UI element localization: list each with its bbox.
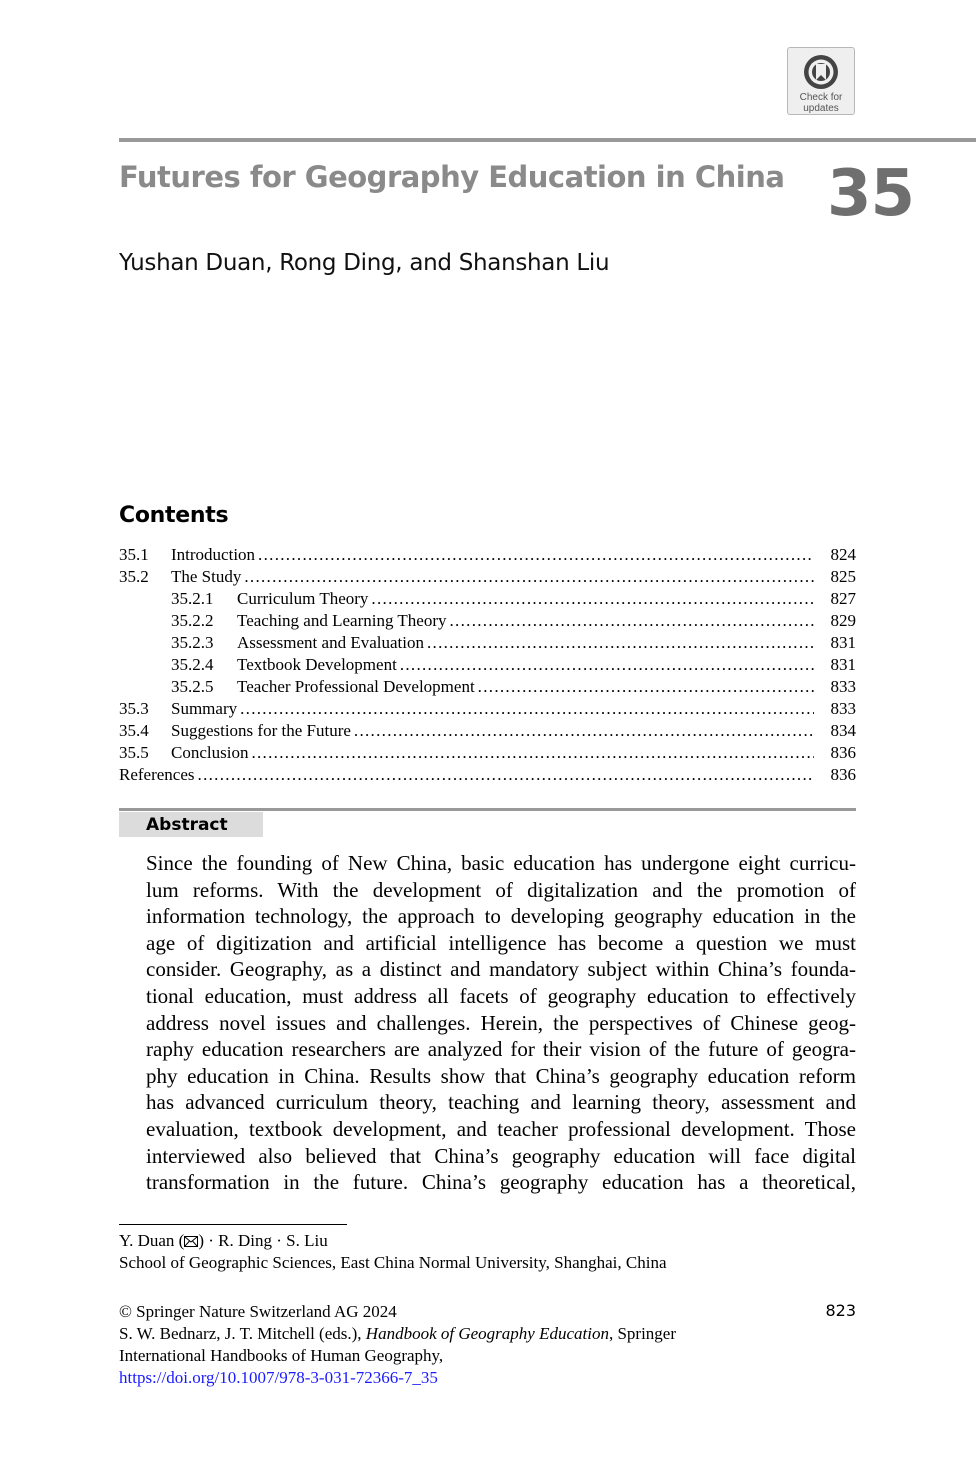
toc-entry-title: Conclusion <box>171 743 249 762</box>
check-for-updates-badge[interactable] <box>787 47 855 115</box>
badge-text-line1: Check for <box>799 92 843 103</box>
abstract-line: age of digitization and artificial intelligence has become a question we must <box>146 930 856 955</box>
toc-entry-page: 836 <box>830 743 856 762</box>
abstract-line: Since the founding of New China, basic education has undergone eight curricu- <box>146 851 856 875</box>
abstract-line: consider. Geography, as a distinct and mandatory subject within China’s founda- <box>146 957 856 982</box>
footnote-author-b: ) · R. Ding · S. Liu <box>198 1231 328 1250</box>
abstract-line: raphy education researchers are analyzed for their vision of the future of geogra- <box>146 1037 856 1062</box>
toc-entry-title: Introduction <box>171 545 256 564</box>
toc-entry[interactable] <box>119 742 856 764</box>
toc-entry-page: 834 <box>830 721 856 740</box>
citation-editors: S. W. Bednarz, J. T. Mitchell (eds.), <box>119 1324 366 1343</box>
toc-entry-title: The Study <box>171 567 242 586</box>
toc-leader-dots <box>400 654 814 676</box>
toc-entry-number: 35.2.3 <box>171 633 214 652</box>
toc-entry-references[interactable] <box>119 764 856 786</box>
copyright-line: © Springer Nature Switzerland AG 2024 <box>119 1302 397 1321</box>
chapter-title: Futures for Geography Education in China <box>119 160 785 194</box>
chapter-authors: Yushan Duan, Rong Ding, and Shanshan Liu <box>119 250 610 276</box>
toc-entry-page: 831 <box>830 655 856 674</box>
badge-text-line2: updates <box>803 103 839 114</box>
toc-leader-dots <box>198 764 814 786</box>
crossmark-icon <box>801 52 841 92</box>
citation-line <box>119 1323 676 1345</box>
footnote-affiliation: School of Geographic Sciences, East China Normal University, Shanghai, China <box>119 1253 667 1272</box>
abstract-body <box>146 850 856 1196</box>
toc-entry[interactable] <box>119 632 856 654</box>
footnote-rule <box>119 1224 347 1225</box>
toc-entry-page: 833 <box>830 677 856 696</box>
toc-entry-title: References <box>119 765 195 784</box>
toc-entry-number: 35.5 <box>119 743 149 762</box>
toc-entry-title: Textbook Development <box>237 655 397 674</box>
abstract-line: phy education in China. Results show that China’s geography education reform <box>146 1063 856 1088</box>
toc-entry-page: 831 <box>830 633 856 652</box>
abstract-label: Abstract <box>119 812 263 837</box>
footnote-author-a: Y. Duan ( <box>119 1231 185 1250</box>
toc-entry[interactable] <box>119 544 856 566</box>
toc-entry-title: Suggestions for the Future <box>171 721 351 740</box>
citation-publisher: , Springer <box>608 1324 676 1343</box>
doi-link[interactable]: https://doi.org/10.1007/978-3-031-72366-7_35 <box>119 1368 438 1387</box>
toc-entry-page: 836 <box>830 765 856 784</box>
toc-entry-title: Teacher Professional Development <box>237 677 475 696</box>
toc-entry[interactable] <box>119 654 856 676</box>
toc-entry-number: 35.2.4 <box>171 655 214 674</box>
toc-leader-dots <box>450 610 815 632</box>
abstract-line: lum reforms. With the development of digitalization and the promotion of <box>146 877 856 902</box>
abstract-line: transformation in the future. China’s geography education has a theoretical, <box>146 1170 856 1195</box>
toc-entry-number: 35.1 <box>119 545 149 564</box>
toc-entry[interactable] <box>119 720 856 742</box>
toc-leader-dots <box>240 698 814 720</box>
toc-entry-page: 829 <box>830 611 856 630</box>
toc-leader-dots <box>427 632 814 654</box>
toc-entry-page: 825 <box>830 567 856 586</box>
toc-entry-title: Teaching and Learning Theory <box>237 611 447 630</box>
abstract-line: address novel issues and challenges. Herein, the perspectives of Chinese geog- <box>146 1010 856 1035</box>
toc-entry-number: 35.2.5 <box>171 677 214 696</box>
book-title: Handbook of Geography Education <box>365 1324 609 1343</box>
toc-entry-title: Curriculum Theory <box>237 589 369 608</box>
toc-entry[interactable] <box>119 588 856 610</box>
toc-leader-dots <box>251 742 814 764</box>
citation-series: International Handbooks of Human Geography, <box>119 1346 444 1365</box>
contents-heading: Contents <box>119 503 229 528</box>
toc-entry-page: 827 <box>830 589 856 608</box>
chapter-number: 35 <box>826 157 914 231</box>
toc-leader-dots <box>478 676 814 698</box>
toc-leader-dots <box>244 566 814 588</box>
footnote-authors <box>119 1230 328 1252</box>
abstract-line: information technology, the approach to developing geography education in the <box>146 904 856 929</box>
toc-leader-dots <box>258 544 814 566</box>
toc-entry-page: 833 <box>830 699 856 718</box>
abstract-line: evaluation, textbook development, and teacher professional development. Those <box>146 1116 856 1141</box>
page-number: 823 <box>825 1301 856 1320</box>
abstract-rule <box>119 808 856 811</box>
abstract-line: tional education, must address all facets of geography education to effectively <box>146 983 856 1008</box>
toc-entry[interactable] <box>119 676 856 698</box>
toc-entry[interactable] <box>119 610 856 632</box>
toc-entry-number: 35.2 <box>119 567 149 586</box>
toc-entry-title: Summary <box>171 699 238 718</box>
toc-leader-dots <box>354 720 814 742</box>
toc-entry[interactable] <box>119 566 856 588</box>
envelope-icon[interactable] <box>184 1236 198 1247</box>
top-rule <box>119 138 976 142</box>
table-of-contents <box>119 544 856 786</box>
toc-entry-number: 35.2.1 <box>171 589 214 608</box>
abstract-line: interviewed also believed that China’s geography education will face digital <box>146 1143 856 1168</box>
toc-entry[interactable] <box>119 698 856 720</box>
toc-entry-number: 35.2.2 <box>171 611 214 630</box>
toc-leader-dots <box>371 588 814 610</box>
toc-entry-number: 35.3 <box>119 699 149 718</box>
abstract-line: has advanced curriculum theory, teaching and learning theory, assessment and <box>146 1090 856 1115</box>
toc-entry-page: 824 <box>830 545 856 564</box>
toc-entry-number: 35.4 <box>119 721 149 740</box>
toc-entry-title: Assessment and Evaluation <box>237 633 424 652</box>
